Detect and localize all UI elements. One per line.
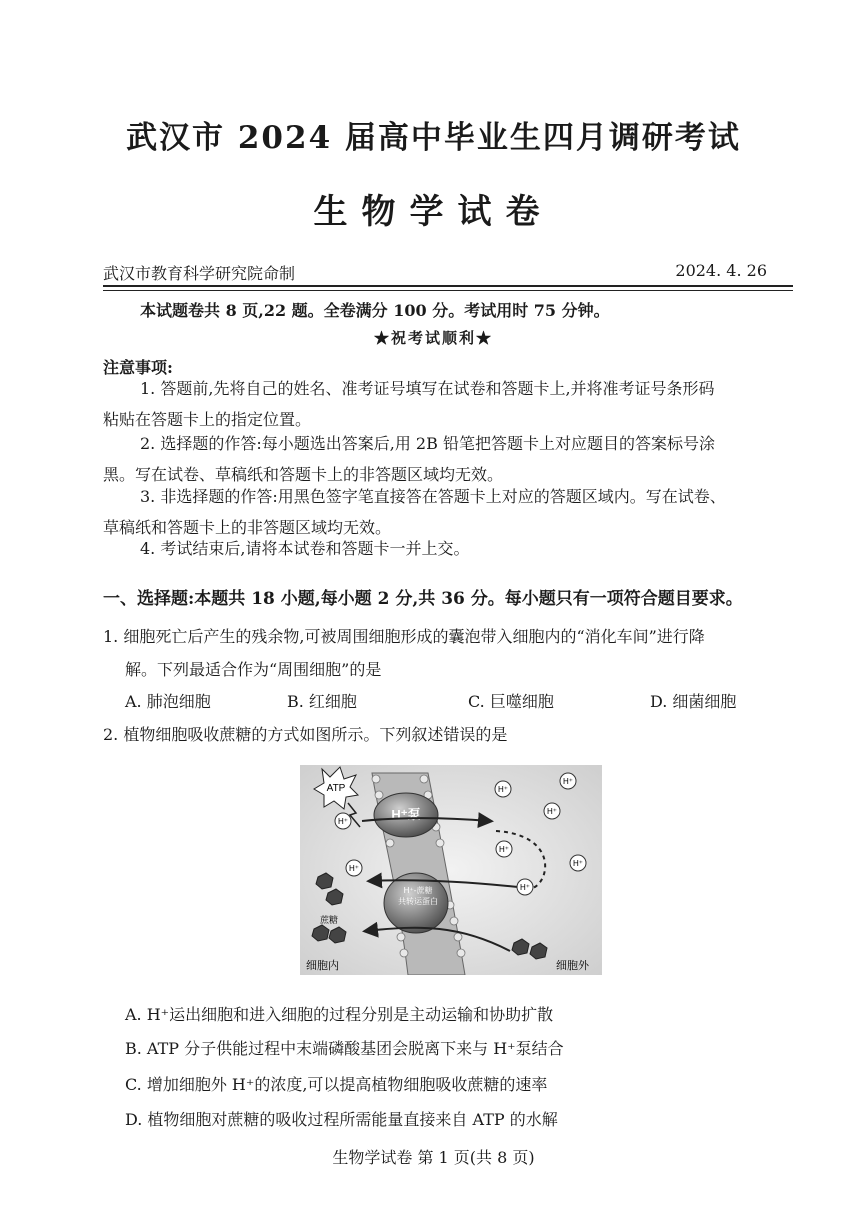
atp-label: ATP (326, 783, 346, 794)
option-a: A. 肺泡细胞 (125, 692, 211, 711)
notice-item (103, 533, 795, 564)
header-rule (103, 285, 793, 287)
option-b: B. ATP 分子供能过程中末端磷酸基团会脱离下来与 H⁺泵结合 (125, 1039, 564, 1058)
notice-line: 2. 选择题的作答:每小题选出答案后,用 2B 铅笔把答题卡上对应题目的答案标号涂 (140, 434, 715, 453)
svg-text:H⁺: H⁺ (338, 817, 348, 826)
svg-text:H⁺: H⁺ (563, 777, 573, 786)
svg-text:H⁺: H⁺ (499, 845, 509, 854)
svg-text:H⁺: H⁺ (498, 785, 508, 794)
proton-ion (560, 773, 576, 789)
notice-title: 注意事项: (103, 358, 173, 377)
question-1 (103, 620, 803, 686)
svg-text:H⁺: H⁺ (573, 859, 583, 868)
header-rule-thin (103, 290, 793, 291)
good-luck: ★祝考试顺利★ (373, 329, 493, 347)
proton-ion (496, 841, 512, 857)
proton-ion (544, 803, 560, 819)
notice-line: 粘贴在答题卡上的指定位置。 (103, 410, 312, 429)
option-d: D. 植物细胞对蔗糖的吸收过程所需能量直接来自 ATP 的水解 (125, 1110, 558, 1129)
exam-info: 本试题卷共 8 页,22 题。全卷满分 100 分。考试用时 75 分钟。 (140, 301, 610, 320)
cotransporter-label: H⁺-蔗糖 (403, 886, 433, 895)
option-b: B. 红细胞 (287, 692, 357, 711)
sucrose-label: 蔗糖 (320, 916, 339, 926)
outside-label: 细胞外 (556, 959, 589, 972)
svg-text:H⁺: H⁺ (520, 883, 530, 892)
exam-date: 2024. 4. 26 (675, 261, 767, 280)
option-a: A. H⁺运出细胞和进入细胞的过程分别是主动运输和协助扩散 (125, 1005, 554, 1024)
section-heading: 一、选择题:本题共 18 小题,每小题 2 分,共 36 分。每小题只有一项符合题目要求。 (103, 589, 743, 609)
question-stem: 解。下列最适合作为“周围细胞”的是 (125, 660, 382, 679)
exam-subtitle: 生物学试卷 (313, 192, 554, 232)
proton-ion (335, 813, 351, 829)
notice-line: 1. 答题前,先将自己的姓名、准考证号填写在试卷和答题卡上,并将准考证号条形码 (140, 379, 715, 398)
inside-label: 细胞内 (306, 959, 339, 972)
notice-line: 草稿纸和答题卡上的非答题区域均无效。 (103, 518, 392, 537)
page-footer: 生物学试卷 第 1 页(共 8 页) (332, 1148, 535, 1167)
cotransporter-label: 共转运蛋白 (398, 897, 438, 906)
option-d: D. 细菌细胞 (650, 692, 737, 711)
publisher: 武汉市教育科学研究院命制 (103, 264, 296, 283)
notice-line: 黑。写在试卷、草稿纸和答题卡上的非答题区域均无效。 (103, 465, 504, 484)
notice-line: 3. 非选择题的作答:用黑色签字笔直接答在答题卡上对应的答题区域内。写在试卷、 (140, 487, 726, 506)
h-pump-label: H⁺泵 (391, 807, 421, 822)
membrane-transport-figure (300, 765, 602, 975)
proton-ion (495, 781, 511, 797)
notice-line: 4. 考试结束后,请将本试卷和答题卡一并上交。 (140, 539, 470, 558)
question-stem: 1. 细胞死亡后产生的残余物,可被周围细胞形成的囊泡带入细胞内的“消化车间”进行降 (103, 627, 705, 646)
exam-title: 武汉市 2024 届高中毕业生四月调研考试 (126, 120, 741, 156)
proton-ion (570, 855, 586, 871)
proton-ion (346, 860, 362, 876)
notice-item (103, 373, 795, 435)
proton-ion (517, 879, 533, 895)
svg-text:H⁺: H⁺ (547, 807, 557, 816)
question-stem: 2. 植物细胞吸收蔗糖的方式如图所示。下列叙述错误的是 (103, 725, 508, 744)
option-c: C. 增加细胞外 H⁺的浓度,可以提高植物细胞吸收蔗糖的速率 (125, 1075, 548, 1094)
svg-text:H⁺: H⁺ (349, 864, 359, 873)
option-c: C. 巨噬细胞 (468, 692, 554, 711)
